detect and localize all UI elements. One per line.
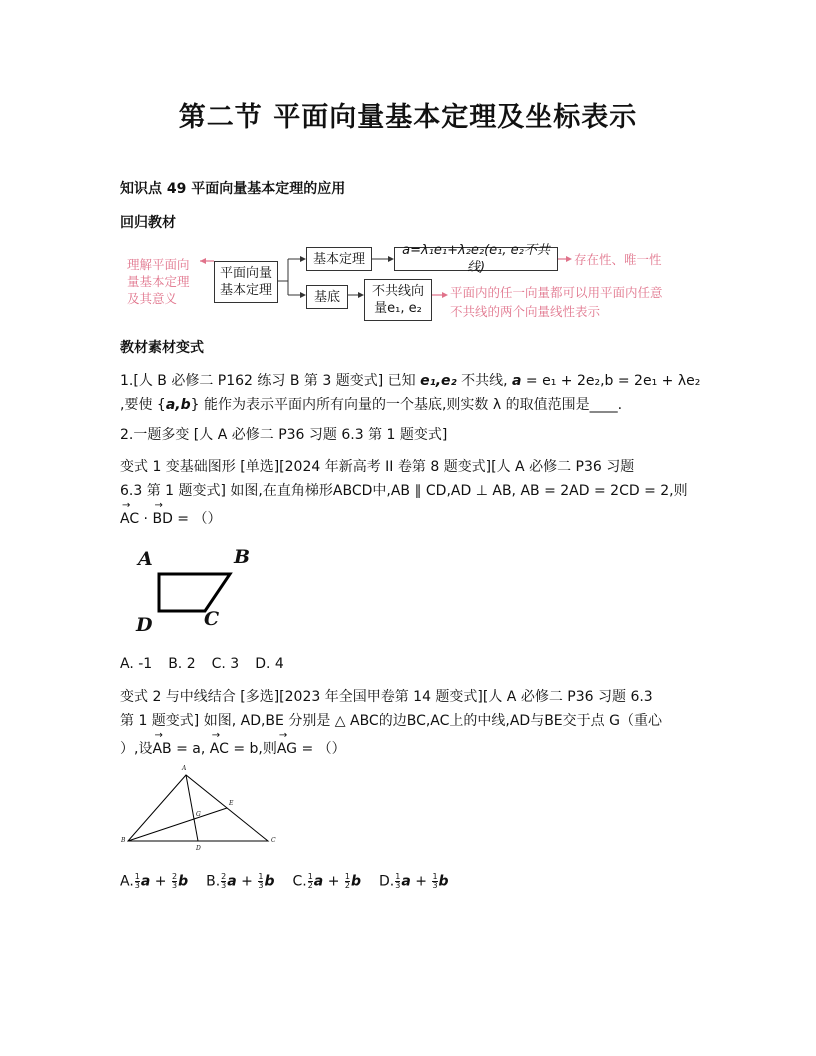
vector-bd: → BD (152, 507, 172, 531)
plus-sign: + (236, 873, 258, 890)
vector-symbol: b (438, 873, 449, 890)
formula-box: a=λ₁e₁+λ₂e₂(e₁, e₂不共线) (394, 247, 558, 271)
fraction (345, 873, 350, 890)
fraction (172, 873, 177, 890)
question-1-line-1 (120, 369, 710, 393)
numerator: 1 (344, 872, 350, 881)
text-run: = a, (171, 741, 210, 757)
label-c: C (271, 837, 276, 844)
vector-symbol: e₁,e₂ (420, 373, 457, 389)
denominator: 3 (171, 881, 178, 890)
text-run: 不共线, (456, 373, 513, 389)
answer-blank: = （） (172, 511, 222, 527)
plus-sign: + (150, 873, 171, 890)
variant-1-options (120, 656, 284, 672)
label-b: B (234, 546, 251, 568)
option-b[interactable] (206, 873, 274, 890)
option-letter: B. (206, 873, 221, 890)
denominator: 3 (221, 881, 227, 890)
question-1 (120, 369, 710, 417)
vector-ag: → AG (277, 737, 297, 761)
answer-blank: = （） (297, 741, 346, 757)
vector-symbol: b (178, 873, 189, 890)
dot-operator: · (139, 511, 153, 527)
vector-symbol: b (350, 873, 362, 890)
option-letter: A. (120, 873, 134, 890)
vector-symbol: a (401, 873, 411, 890)
variant-1 (120, 455, 710, 531)
noncollinear-line: 量e₁, e₂ (374, 301, 422, 316)
numerator: 1 (432, 872, 438, 881)
variant-1-line (120, 507, 710, 531)
label-b: B (121, 837, 126, 844)
pink-note-bottom-line: 平面内的任一向量都可以用平面内任意 (450, 285, 663, 300)
denominator: 2 (344, 881, 350, 890)
section-variant-heading: 教材素材变式 (120, 340, 204, 356)
pink-note-left-line: 及其意义 (127, 291, 178, 306)
triangle-shape (118, 765, 288, 860)
variant-2-line: 变式 2 与中线结合 [多选][2023 年全国甲卷第 14 题变式][人 A 必修二 P36 习题 6.3 (120, 689, 653, 705)
root-box-line: 基本定理 (219, 283, 272, 298)
vector-symbol: a (313, 873, 324, 890)
question-1-line-2 (120, 393, 710, 417)
numerator: 1 (395, 872, 401, 881)
text-run: ,要使 { (120, 397, 166, 413)
page-title: 第二节 平面向量基本定理及坐标表示 (178, 102, 638, 133)
vector-ac: → AC (120, 507, 139, 531)
fraction (395, 873, 400, 890)
vector-symbol: a (512, 373, 522, 389)
vector-ac: → AC (210, 737, 229, 761)
option-b[interactable]: B. 2 (168, 656, 196, 672)
numerator: 1 (134, 872, 140, 881)
root-box-line: 平面向量 (219, 266, 272, 281)
option-d[interactable] (379, 873, 449, 890)
question-2: 2.一题多变 [人 A 必修二 P36 习题 6.3 第 1 题变式] (120, 427, 448, 443)
option-letter: C. (292, 873, 307, 890)
text-run: = b,则 (228, 741, 277, 757)
fraction (308, 873, 313, 890)
variant-2-line: 第 1 题变式] 如图, AD,BE 分别是 △ ABC的边BC,AC上的中线,AD与BE交于点 G（重心 (120, 713, 662, 729)
knowledge-point-title: 知识点 49 平面向量基本定理的应用 (120, 181, 346, 197)
noncollinear-line: 不共线向 (371, 284, 424, 299)
fraction (221, 873, 226, 890)
option-d[interactable]: D. 4 (255, 656, 284, 672)
plus-sign: + (410, 873, 432, 890)
fraction (432, 873, 437, 890)
vector-symbol: a,b (165, 397, 191, 413)
text-run: = e₁ + 2e₂,b = 2e₁ + λe₂ (521, 373, 701, 389)
vector-symbol: a (140, 873, 151, 890)
denominator: 2 (307, 881, 313, 890)
numerator: 1 (258, 872, 264, 881)
triangle-figure (118, 765, 288, 860)
numerator: 1 (307, 872, 313, 881)
pink-note-left-line: 量基本定理 (127, 274, 190, 289)
label-c: C (204, 608, 220, 630)
numerator: 2 (171, 872, 178, 881)
pink-note-top: 存在性、唯一性 (574, 252, 662, 267)
label-d: D (136, 614, 153, 636)
option-a[interactable] (120, 873, 188, 890)
denominator: 3 (258, 881, 264, 890)
variant-1-line: 6.3 第 1 题变式] 如图,在直角梯形ABCD中,AB ∥ CD,AD ⊥ AB, AB = 2AD = 2CD = 2,则 (120, 483, 688, 499)
noncollinear-box (364, 279, 432, 321)
plus-sign: + (323, 873, 344, 890)
option-a[interactable]: A. -1 (120, 656, 153, 672)
variant-2-options (120, 873, 449, 890)
variant-1-line: 变式 1 变基础图形 [单选][2024 年新高考 II 卷第 8 题变式][人 A 必修二 P36 习题 (120, 459, 635, 475)
pink-note-left-line: 理解平面向 (127, 257, 190, 272)
label-a: A (182, 765, 187, 772)
option-letter: D. (379, 873, 395, 890)
numerator: 2 (221, 872, 227, 881)
pink-note-bottom (450, 283, 663, 321)
label-e: E (229, 800, 234, 807)
concept-diagram (118, 243, 698, 325)
denominator: 3 (395, 881, 401, 890)
variant-2-line (120, 737, 720, 761)
label-a: A (138, 548, 153, 570)
label-g: G (196, 811, 201, 818)
option-c[interactable] (292, 873, 361, 890)
branch-top-box: 基本定理 (306, 247, 372, 271)
fraction (135, 873, 140, 890)
fraction (258, 873, 263, 890)
vector-symbol: b (264, 873, 275, 890)
vector-ab: → AB (152, 737, 171, 761)
text-run: ）,设 (120, 741, 153, 757)
text-run: } 能作为表示平面内所有向量的一个基底,则实数 λ 的取值范围是____. (190, 397, 623, 413)
root-box (214, 261, 278, 303)
branch-bottom-box: 基底 (306, 285, 348, 309)
denominator: 3 (134, 881, 140, 890)
pink-note-bottom-line: 不共线的两个向量线性表示 (450, 304, 601, 319)
variant-2 (120, 685, 720, 761)
option-c[interactable]: C. 3 (211, 656, 240, 672)
vector-symbol: a (227, 873, 237, 890)
text-run: 1.[人 B 必修二 P162 练习 B 第 3 题变式] 已知 (120, 373, 421, 389)
label-d: D (196, 845, 201, 852)
section-review-heading: 回归教材 (120, 215, 176, 231)
trapezoid-figure (128, 540, 268, 640)
denominator: 3 (432, 881, 438, 890)
